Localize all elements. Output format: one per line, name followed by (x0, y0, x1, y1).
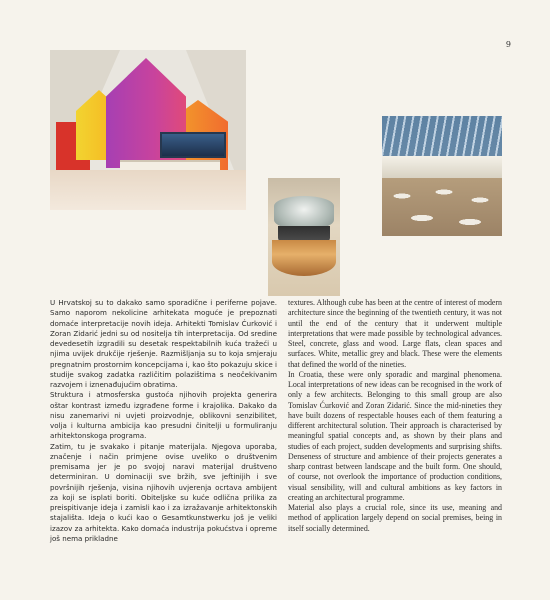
paragraph: Zatim, tu je svakako i pitanje materijala. Njegova uporaba, značenje i način primjene ovise uveliko o društvenim premisama jer je po svojoj naravi materijal društveno determiniran. U dominaciji sve bržih, sve jeftinijih i sve površnijih rješenja, visina njihovih uvjerenja ocrtava ambijent za koji se isplati boriti. Obiteljske su kuće odlična prilika za preispitivanje ideja i zamisli kao i za izražavanje arhitektonskih stajališta. Ideja o kući kao o Gesamtkunstwerku još je veliki izazov za arhitekta. Kako domaća industrija pokućstva i opreme još nema prikladne (50, 441, 277, 543)
attic-interior-photo (50, 50, 246, 210)
croatian-text-column (50, 298, 277, 544)
paragraph: Material also plays a crucial role, since its use, meaning and method of application largely depend on social premises, being in itself socially determined. (288, 503, 502, 533)
paragraph: U Hrvatskoj su to dakako samo sporadične i periferne pojave. Samo naporom nekolicine arhitekata moguće je prepoznati domaće interpretacije novih ideja. Arhitekti Tomislav Ćurković i Zoran Zidarić jedni su od nositelja tih interpretacija. Od sredine devedesetih izgradili su desetak respektabilnih kuća tražeći u njima uvijek drukčije rješenje. Razmišljanja su to koja smjeraju pregnatnim prostornim koncepcijama i, kao što pokazuju skice i studije svakog zadatka različitim polazištima s neočekivanim razvojem i iznenađujućim obratima. (50, 298, 277, 389)
paragraph: In Croatia, these were only sporadic and marginal phenomena. Local interpretations of new ideas can be recognised in the work of only a few architects. Belonging to this small group are also Tomislav Ćurković and Zoran Zidarić. Since the mid-nineties they have built dozens of respectable houses each of them featuring a different architectural solution. Their approach is characterised by meaningful spatial concepts and, as shown by their plans and studies of each project, sudden developments and surprising shifts. Denseness of structure and ambience of their projects generates a sharp contrast between landscape and the built form. One should, of course, not overlook the importance of production conditions, visual sensibility, will and cultural ambitions as key factors in creating an architectural programme. (288, 369, 502, 502)
cafe-interior-photo (382, 116, 502, 236)
glass-cylinder-photo (268, 178, 340, 296)
paragraph: textures. Although cube has been at the centre of interest of modern architecture since the beginning of the twentieth century, it was not until the end of the century that it underwent multiple interpretations that were made possible by technological advances. Steel, concrete, glass and wood. Large flats, clean spaces and surfaces. White, metallic grey and black. These were the elements that defined the world of the nineties. (288, 298, 502, 369)
english-text-column (288, 298, 502, 534)
paragraph: Struktura i atmosferska gustoća njihovih projekta generira oštar kontrast između izgrađene forme i krajolika. Dakako da nisu zanemarivi ni uvjeti proizvodnje, oblikovni senzibilitet, volja i kulturna ambicija kao presudni činitelji u formuliranju arhitektonskoga programa. (50, 390, 277, 441)
page-number: 9 (505, 40, 511, 49)
